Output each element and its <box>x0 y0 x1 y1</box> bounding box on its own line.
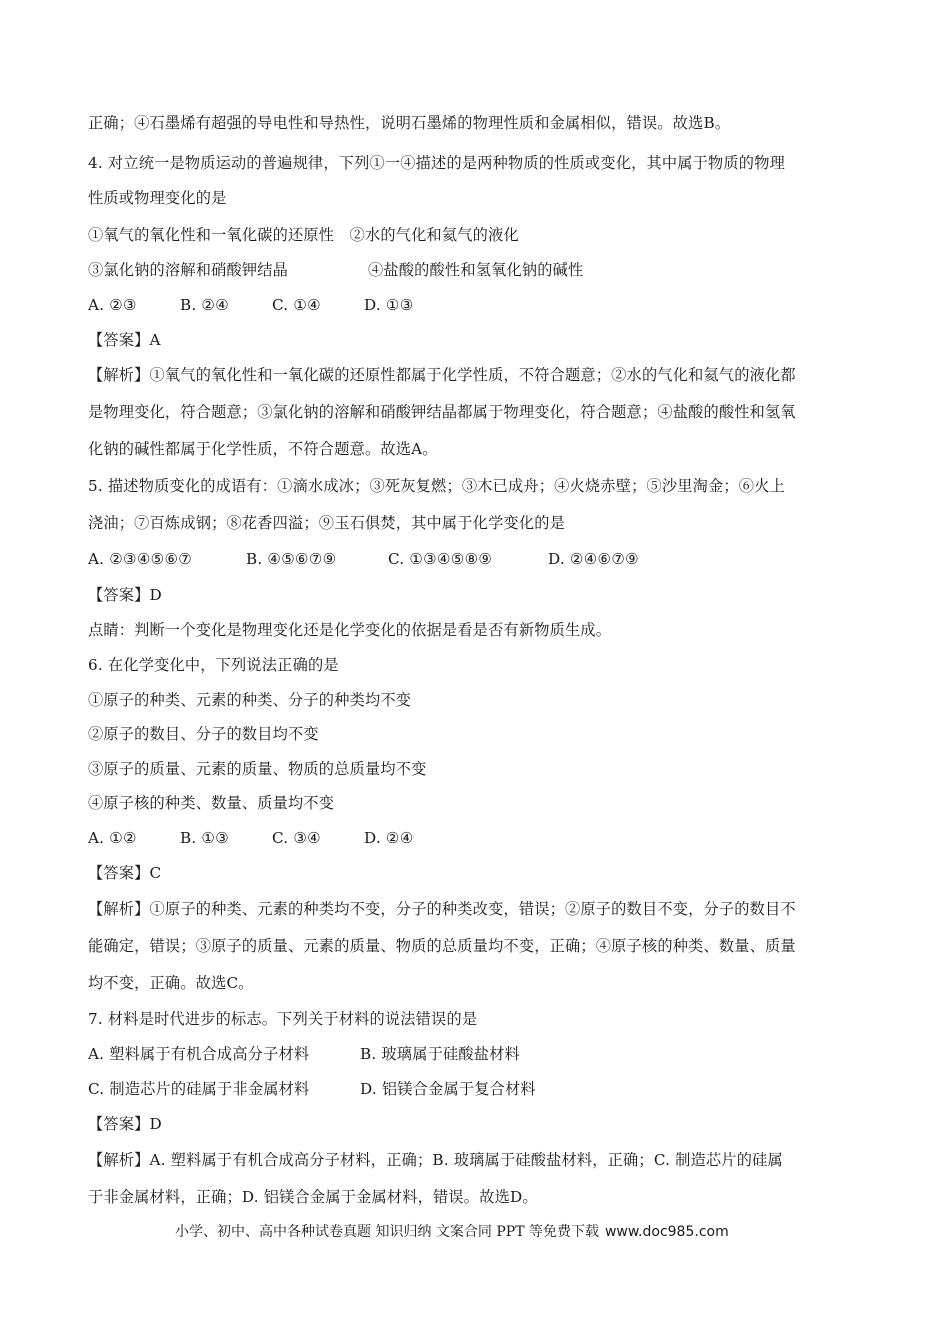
footer-url-link[interactable]: www.doc985.com <box>604 1224 729 1240</box>
option-c: C. ①④ <box>272 296 321 314</box>
question-6-item: ③原子的质量、元素的质量、物质的总质量均不变 <box>88 760 427 778</box>
text-line: 正确；④石墨烯有超强的导电性和导热性，说明石墨烯的物理性质和金属相似，错误。故选B。 <box>88 114 731 132</box>
option-c: C. 制造芯片的硅属于非金属材料 <box>88 1080 310 1098</box>
option-a: A. ②③ <box>88 296 137 314</box>
option-a: A. ①② <box>88 829 137 847</box>
question-6-item: ④原子核的种类、数量、质量均不变 <box>88 794 335 812</box>
question-4-item: ①氧气的氧化性和一氧化碳的还原性 ②水的气化和氦气的液化 <box>88 226 519 244</box>
option-b: B. ②④ <box>180 296 230 314</box>
option-b: B. ①③ <box>180 829 230 847</box>
explanation-line: 【解析】①氧气的氧化性和一氧化碳的还原性都属于化学性质，不符合题意；②水的气化和氦气的液化都 <box>88 366 796 384</box>
option-d: D. ①③ <box>364 296 414 314</box>
question-4-stem: 4. 对立统一是物质运动的普遍规律，下列①一④描述的是两种物质的性质或变化，其中属于物质的物理 <box>88 154 785 172</box>
answer-label: 【答案】C <box>88 864 162 882</box>
option-d: D. ②④ <box>364 829 414 847</box>
option-a: A. 塑料属于有机合成高分子材料 <box>88 1045 310 1063</box>
question-4-options <box>88 295 414 315</box>
answer-label: 【答案】D <box>88 586 162 604</box>
question-4-item: ④盐酸的酸性和氢氧化钠的碱性 <box>368 261 584 279</box>
explanation-line: 于非金属材料，正确；D. 铝镁合金属于金属材料，错误。故选D。 <box>88 1188 538 1206</box>
question-6-item: ①原子的种类、元素的种类、分子的种类均不变 <box>88 691 412 709</box>
answer-label: 【答案】A <box>88 331 161 349</box>
page-footer <box>175 1222 729 1242</box>
explanation-line: 是物理变化，符合题意；③氯化钠的溶解和硝酸钾结晶都属于物理变化，符合题意；④盐酸的酸性和氢氧 <box>88 403 796 421</box>
option-c: C. ③④ <box>272 829 321 847</box>
question-5-stem-cont: 浇油；⑦百炼成钢；⑧花香四溢；⑨玉石俱焚，其中属于化学变化的是 <box>88 514 566 532</box>
question-5-options <box>88 549 639 569</box>
answer-label: 【答案】D <box>88 1115 162 1133</box>
question-7-options <box>88 1044 520 1064</box>
question-4-stem-cont: 性质或物理变化的是 <box>88 189 227 207</box>
question-4-item: ③氯化钠的溶解和硝酸钾结晶 <box>88 261 289 279</box>
explanation-line: 化钠的碱性都属于化学性质，不符合题意。故选A。 <box>88 440 438 458</box>
option-d: D. ②④⑥⑦⑨ <box>548 550 639 568</box>
footer-text: 小学、初中、高中各种试卷真题 知识归纳 文案合同 PPT 等免费下载 <box>175 1224 599 1240</box>
explanation-line: 【解析】①原子的种类、元素的种类均不变，分子的种类改变，错误；②原子的数目不变，分子的数目不 <box>88 900 796 918</box>
option-d: D. 铝镁合金属于复合材料 <box>360 1080 536 1098</box>
question-7-stem: 7. 材料是时代进步的标志。下列关于材料的说法错误的是 <box>88 1010 478 1028</box>
question-6-options <box>88 828 414 848</box>
explanation-line: 【解析】A. 塑料属于有机合成高分子材料，正确；B. 玻璃属于硅酸盐材料，正确；C. 制造芯片的硅属 <box>88 1151 783 1169</box>
option-b: B. ④⑤⑥⑦⑨ <box>246 550 337 568</box>
explanation-line: 能确定，错误；③原子的质量、元素的质量、物质的总质量均不变，正确；④原子核的种类、数量、质量 <box>88 937 796 955</box>
question-5-stem: 5. 描述物质变化的成语有：①滴水成冰；③死灰复燃；③木已成舟；④火烧赤壁；⑤沙里淘金；⑥火上 <box>88 477 785 495</box>
option-c: C. ①③④⑤⑧⑨ <box>388 550 493 568</box>
question-6-item: ②原子的数目、分子的数目均不变 <box>88 725 319 743</box>
tip-line: 点睛：判断一个变化是物理变化还是化学变化的依据是看是否有新物质生成。 <box>88 621 612 639</box>
explanation-line: 均不变，正确。故选C。 <box>88 974 254 992</box>
question-7-options <box>88 1079 536 1099</box>
question-6-stem: 6. 在化学变化中，下列说法正确的是 <box>88 656 339 674</box>
option-a: A. ②③④⑤⑥⑦ <box>88 550 193 568</box>
option-b: B. 玻璃属于硅酸盐材料 <box>360 1045 520 1063</box>
